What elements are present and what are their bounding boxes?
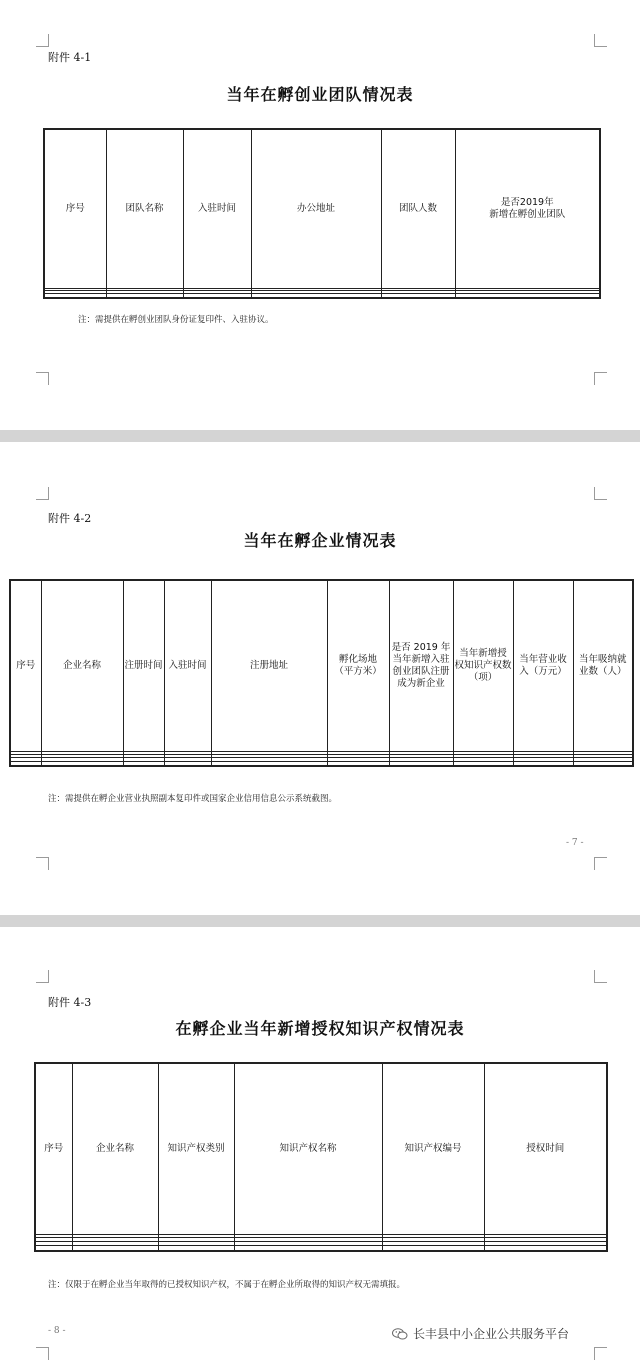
table-cell[interactable] bbox=[41, 761, 123, 766]
column-header: 知识产权编号 bbox=[382, 1063, 484, 1234]
column-header: 知识产权类别 bbox=[158, 1063, 234, 1234]
column-header: 授权时间 bbox=[484, 1063, 607, 1234]
column-header: 入驻时间 bbox=[164, 580, 211, 751]
column-header: 注册地址 bbox=[211, 580, 327, 751]
ip-table bbox=[34, 1062, 608, 1252]
page-title: 在孵企业当年新增授权知识产权情况表 bbox=[175, 1019, 465, 1038]
column-header: 孵化场地 （平方米） bbox=[327, 580, 389, 751]
page-corner-mark bbox=[594, 1347, 607, 1360]
wechat-icon bbox=[392, 1328, 408, 1340]
table-note: 注：需提供在孵企业营业执照副本复印件或国家企业信用信息公示系统截图。 bbox=[48, 794, 338, 804]
watermark bbox=[392, 1325, 569, 1342]
table-cell[interactable] bbox=[72, 1245, 158, 1251]
table-cell[interactable] bbox=[382, 1245, 484, 1251]
column-header: 团队名称 bbox=[106, 129, 183, 288]
column-header: 知识产权名称 bbox=[234, 1063, 382, 1234]
page-corner-mark bbox=[36, 372, 49, 385]
table-cell[interactable] bbox=[183, 294, 251, 298]
table-cell[interactable] bbox=[381, 294, 455, 298]
table-cell[interactable] bbox=[389, 761, 453, 766]
page-corner-mark bbox=[594, 372, 607, 385]
table-cell[interactable] bbox=[327, 761, 389, 766]
column-header: 是否 2019 年 当年新增入驻 创业团队注册 成为新企业 bbox=[389, 580, 453, 751]
page-corner-mark bbox=[594, 34, 607, 47]
attachment-label: 附件 4-1 bbox=[48, 51, 92, 64]
column-header: 企业名称 bbox=[72, 1063, 158, 1234]
page-corner-mark bbox=[36, 487, 49, 500]
page-corner-mark bbox=[594, 487, 607, 500]
page-corner-mark bbox=[36, 970, 49, 983]
table-cell[interactable] bbox=[453, 761, 513, 766]
table-cell[interactable] bbox=[35, 1245, 72, 1251]
column-header: 注册时间 bbox=[123, 580, 164, 751]
table-cell[interactable] bbox=[158, 1245, 234, 1251]
page-number: - 7 - bbox=[566, 838, 584, 848]
column-header: 当年吸纳就 业数（人） bbox=[573, 580, 633, 751]
table-cell[interactable] bbox=[513, 761, 573, 766]
column-header: 办公地址 bbox=[251, 129, 381, 288]
table-cell[interactable] bbox=[455, 294, 600, 298]
page-title: 当年在孵创业团队情况表 bbox=[226, 85, 414, 104]
table-header-row bbox=[10, 580, 633, 751]
column-header: 团队人数 bbox=[381, 129, 455, 288]
table-header-row bbox=[44, 129, 600, 288]
table-cell[interactable] bbox=[211, 761, 327, 766]
table-row bbox=[35, 1245, 607, 1251]
column-header: 当年新增授 权知识产权数 （项） bbox=[453, 580, 513, 751]
table-note: 注：仅限于在孵企业当年取得的已授权知识产权，不属于在孵企业所取得的知识产权无需填报。 bbox=[48, 1280, 406, 1290]
page-title: 当年在孵企业情况表 bbox=[243, 531, 397, 550]
table-cell[interactable] bbox=[164, 761, 211, 766]
table-cell[interactable] bbox=[573, 761, 633, 766]
page-separator bbox=[0, 915, 640, 927]
table-note: 注：需提供在孵创业团队身份证复印件、入驻协议。 bbox=[78, 315, 274, 325]
table-cell[interactable] bbox=[251, 294, 381, 298]
attachment-label: 附件 4-2 bbox=[48, 512, 92, 525]
column-header: 企业名称 bbox=[41, 580, 123, 751]
team-table bbox=[43, 128, 601, 299]
column-header: 序号 bbox=[35, 1063, 72, 1234]
watermark-text: 长丰县中小企业公共服务平台 bbox=[413, 1327, 570, 1341]
column-header: 是否2019年 新增在孵创业团队 bbox=[455, 129, 600, 288]
page-corner-mark bbox=[36, 34, 49, 47]
table-row bbox=[44, 294, 600, 298]
table-cell[interactable] bbox=[234, 1245, 382, 1251]
page-corner-mark bbox=[36, 857, 49, 870]
table-cell[interactable] bbox=[484, 1245, 607, 1251]
page-corner-mark bbox=[594, 857, 607, 870]
page-separator bbox=[0, 430, 640, 442]
column-header: 当年营业收 入（万元） bbox=[513, 580, 573, 751]
column-header: 入驻时间 bbox=[183, 129, 251, 288]
table-cell[interactable] bbox=[44, 294, 106, 298]
table-cell[interactable] bbox=[123, 761, 164, 766]
page-number: - 8 - bbox=[48, 1326, 66, 1336]
enterprise-table bbox=[9, 579, 634, 767]
table-cell[interactable] bbox=[106, 294, 183, 298]
column-header: 序号 bbox=[44, 129, 106, 288]
column-header: 序号 bbox=[10, 580, 41, 751]
table-cell[interactable] bbox=[10, 761, 41, 766]
table-row bbox=[10, 761, 633, 766]
table-header-row bbox=[35, 1063, 607, 1234]
page-corner-mark bbox=[594, 970, 607, 983]
page-corner-mark bbox=[36, 1347, 49, 1360]
attachment-label: 附件 4-3 bbox=[48, 996, 92, 1009]
